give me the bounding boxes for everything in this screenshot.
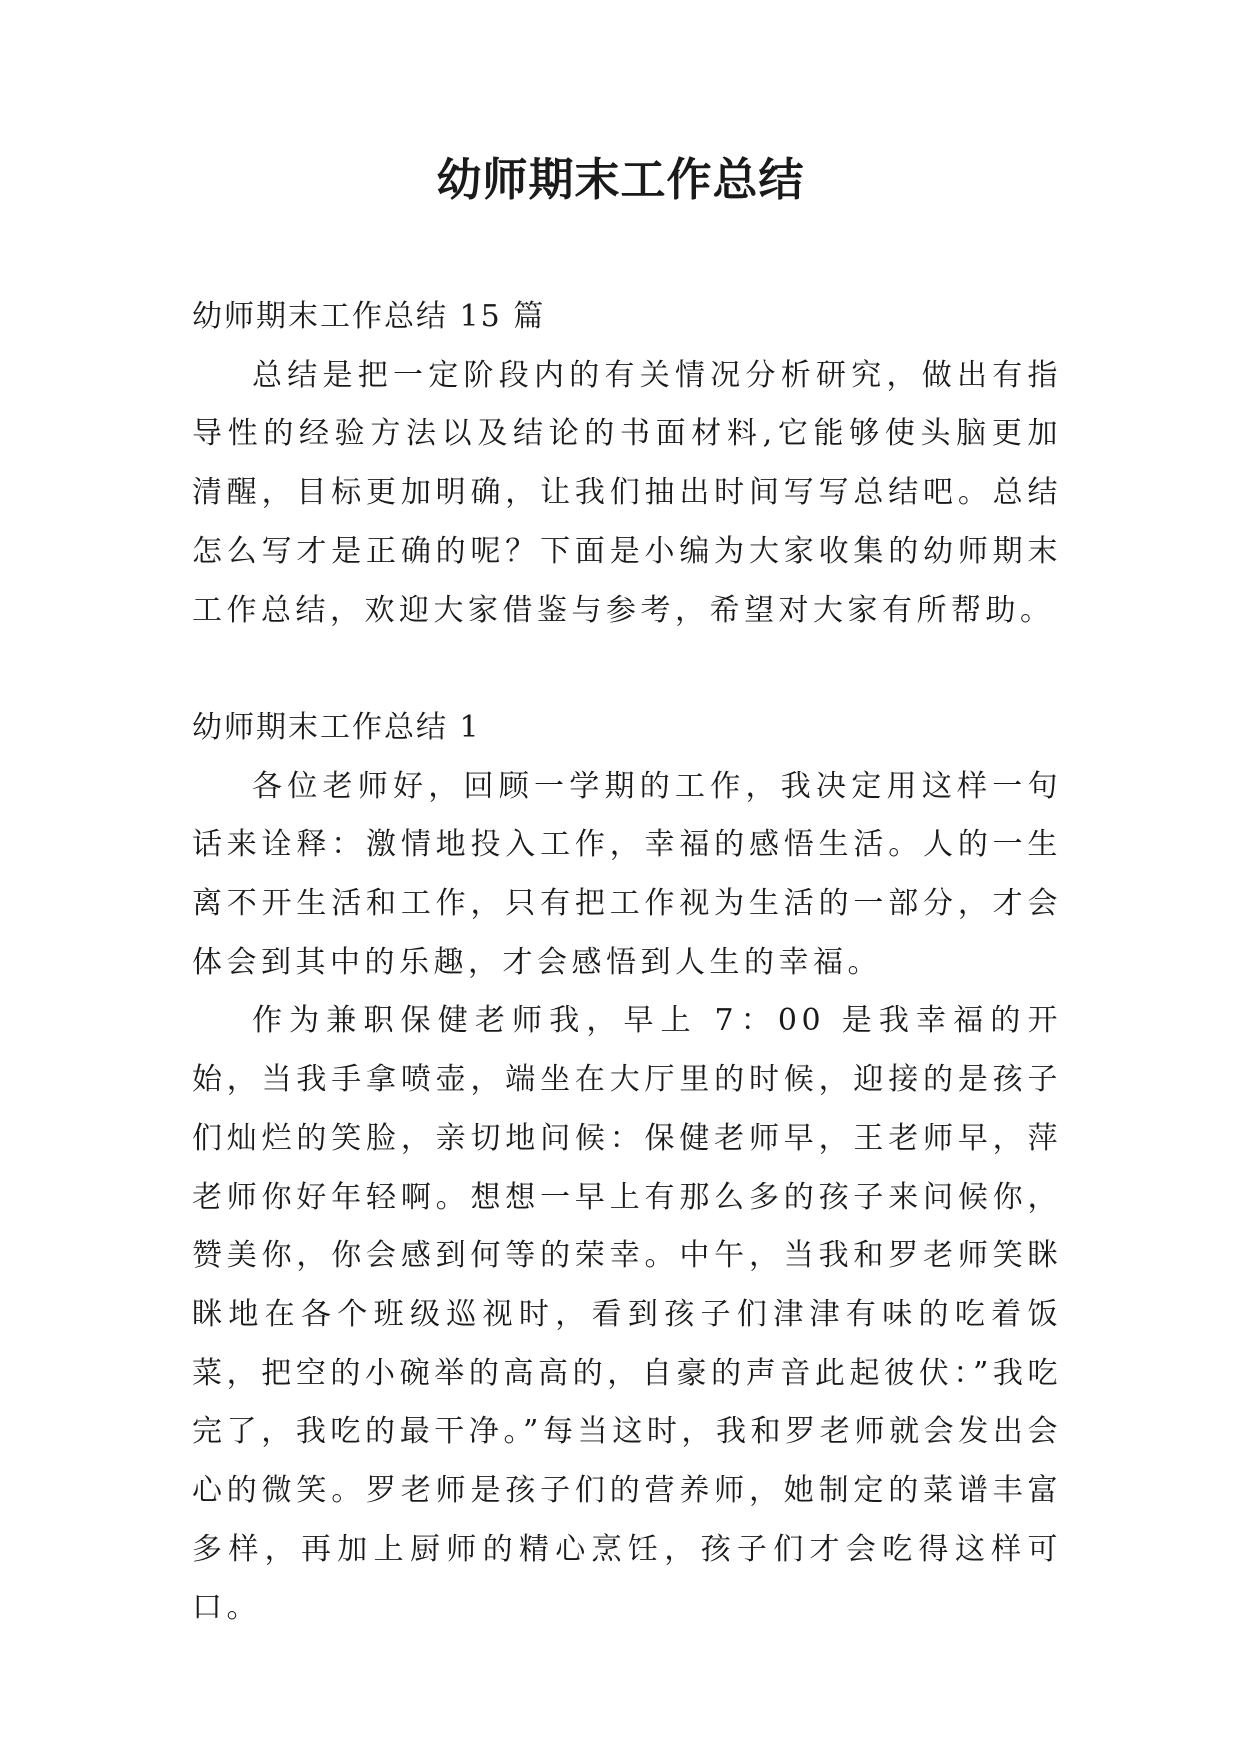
section-heading: 幼师期末工作总结 1: [192, 709, 481, 745]
section-paragraph-1: 各位老师好，回顾一学期的工作，我决定用这样一句话来诠释：激情地投入工作，幸福的感悟生活。人的一生离不开生活和工作，只有把工作视为生活的一部分，才会体会到其中的乐趣，才会感悟到人生的幸福。: [192, 768, 1062, 980]
intro-paragraph: 总结是把一定阶段内的有关情况分析研究，做出有指导性的经验方法以及结论的书面材料,它能够使头脑更加清醒，目标更加明确，让我们抽出时间写写总结吧。总结怎么写才是正确的呢？下面是小编为大家收集的幼师期末工作总结，欢迎大家借鉴与参考，希望对大家有所帮助。: [192, 357, 1062, 628]
document-subtitle: 幼师期末工作总结 15 篇: [192, 299, 546, 334]
section-paragraph-2: 作为兼职保健老师我，早上 7：00 是我幸福的开始，当我手拿喷壶，端坐在大厅里的时候，迎接的是孩子们灿烂的笑脸，亲切地问候：保健老师早，王老师早，萍老师你好年轻啊。想想一早上有那么多的孩子来问候你，赞美你，你会感到何等的荣幸。中午，当我和罗老师笑眯眯地在各个班级巡视时，看到孩子们津津有味的吃着饭菜，把空的小碗举的高高的，自豪的声音此起彼伏：”我吃完了，我吃的最干净。”每当这时，我和罗老师就会发出会心的微笑。罗老师是孩子们的营养师，她制定的菜谱丰富多样，再加上厨师的精心烹饪，孩子们才会吃得这样可口。: [192, 1003, 1062, 1626]
document-body: [192, 288, 1062, 1638]
document-title: 幼师期末工作总结: [436, 153, 805, 206]
section-spacer: [192, 640, 1062, 699]
